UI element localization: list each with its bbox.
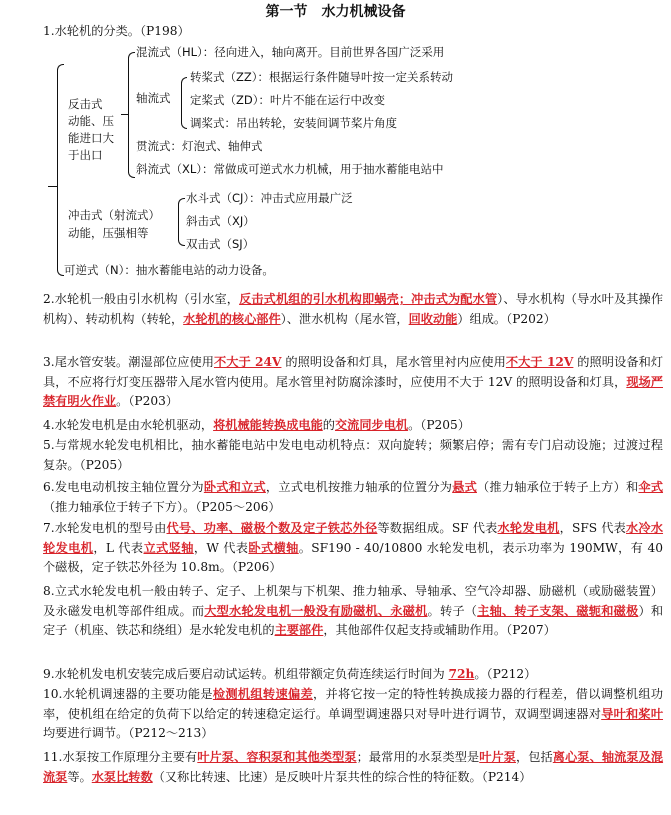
body-text: 的照明设备和灯具，尾水管里衬内应使用 bbox=[281, 355, 506, 369]
highlight-text: 将机械能转换成电能 bbox=[213, 418, 323, 432]
reaction-label: 反击式 动能、压 能进口大 于出口 bbox=[68, 97, 114, 162]
highlight-text: 不大于 24V bbox=[213, 355, 282, 369]
highlight-text: 叶片泵 bbox=[479, 750, 517, 764]
highlight-text: 回收动能 bbox=[408, 311, 458, 326]
highlight-text: 导叶和桨叶 bbox=[601, 706, 664, 721]
highlight-text: 不大于 12V bbox=[505, 355, 574, 369]
impulse-bracket bbox=[178, 198, 185, 246]
reaction-bracket-tick bbox=[121, 114, 128, 115]
body-text: ；最常用的水泵类型是 bbox=[356, 750, 480, 764]
body-text: ，其他部件仅起支持或辅助作用。（P207） bbox=[323, 623, 556, 637]
body-text: 。SF190 - 40/10800 水轮发电机，表示功率为 190MW，有 40 个磁极，定子铁芯外径为 10.8m。（P206） bbox=[43, 540, 664, 574]
highlight-text: 代号、功率、磁极个数及定子铁芯外径 bbox=[166, 521, 378, 535]
body-text: 8.立式水轮发电机一般由转子、定子、上机架与下机架、推力轴承、导轴承、空气冷却器、励磁机（或励磁装置）及永磁发电机等部件组成。而 bbox=[43, 584, 663, 618]
body-text: ，SFS 代表 bbox=[559, 521, 627, 535]
note-item-10 bbox=[43, 685, 663, 744]
highlight-text: 伞式 bbox=[638, 480, 664, 494]
body-text: 。（P212） bbox=[474, 667, 537, 681]
body-text: 4.水轮发电机是由水轮机驱动， bbox=[43, 418, 214, 432]
xj-type: 斜击式（XJ） bbox=[186, 214, 255, 228]
body-text: 10.水轮机调速器的主要功能是 bbox=[43, 687, 213, 701]
highlight-text: 悬式 bbox=[452, 480, 477, 494]
body-text: 11.水泵按工作原理分主要有 bbox=[43, 750, 198, 764]
highlight-text: 交流同步电机 bbox=[334, 418, 409, 432]
zd-type: 定桨式（ZD）：叶片不能在运行中改变 bbox=[190, 93, 385, 107]
gl-type: 贯流式：灯泡式、轴伸式 bbox=[136, 139, 263, 153]
note-item-8 bbox=[43, 582, 663, 641]
body-text: 。（P203） bbox=[116, 394, 179, 408]
note-item-6 bbox=[43, 478, 663, 517]
item-1-heading: 1.水轮机的分类。（P198） bbox=[43, 24, 190, 38]
body-text: 等数据组成。SF 代表 bbox=[377, 521, 498, 535]
impulse-label: 冲击式（射流式） 动能，压强相等 bbox=[68, 208, 160, 240]
body-text: ）组成。（P202） bbox=[457, 311, 556, 326]
body-text: 6.发电电动机按主轴位置分为 bbox=[43, 480, 204, 494]
highlight-text: 72h bbox=[448, 667, 475, 681]
cj-type: 水斗式（CJ）：冲击式应用最广泛 bbox=[186, 191, 353, 205]
highlight-text: 水轮发电机 bbox=[497, 521, 560, 535]
zz-type: 转桨式（ZZ）：根据运行条件随导叶按一定关系转动 bbox=[190, 70, 454, 84]
body-text: ）、泄水机构（尾水管， bbox=[280, 311, 409, 326]
body-text: 等。 bbox=[67, 769, 92, 784]
reaction-bracket bbox=[128, 52, 135, 178]
body-text: ，立式电机按推力轴承的位置分为 bbox=[265, 480, 453, 494]
highlight-text: 检测机组转速偏差 bbox=[212, 687, 313, 701]
note-item-11 bbox=[43, 748, 663, 787]
note-item-2 bbox=[43, 290, 663, 329]
highlight-text: 卧式横轴 bbox=[248, 540, 299, 555]
highlight-text: 水泵比转数 bbox=[91, 769, 153, 784]
body-text: ）、导水机构（导水叶及其操作机构）、转动机构（转轮， bbox=[43, 292, 664, 326]
highlight-text: 主轴、转子支架、磁轭和磁极 bbox=[477, 603, 639, 618]
note-item-5 bbox=[43, 436, 663, 475]
highlight-text: 现场严禁有明火作业 bbox=[43, 374, 663, 408]
xl-type: 斜流式（XL）：常做成可逆式水力机械，用于抽水蓄能电站中 bbox=[136, 162, 444, 176]
axial-label: 轴流式 bbox=[136, 91, 171, 105]
body-text: 的 bbox=[322, 418, 335, 432]
note-item-9 bbox=[43, 665, 663, 685]
body-text: ，W 代表 bbox=[193, 540, 249, 555]
body-text: 的照明设备和灯具，不应将行灯变压器带入尾水管内使用。尾水管里衬防腐涂漆时，应使用不大于 12V 的照明设备和灯具， bbox=[43, 355, 664, 389]
highlight-text: 卧式和立式 bbox=[203, 480, 266, 494]
highlight-text: 大型水轮发电机一般没有励磁机、永磁机 bbox=[204, 603, 428, 618]
body-text: 。转子（ bbox=[427, 603, 478, 618]
body-text: 均要进行调节。（P212～213） bbox=[43, 726, 214, 740]
body-text: 9.水轮机发电机安装完成后要启动试运转。机组带额定负荷连续运行时间为 bbox=[43, 667, 449, 681]
highlight-text: 离心泵、轴流泵及混流泵 bbox=[43, 750, 664, 784]
highlight-text: 水轮机的核心部件 bbox=[183, 311, 281, 326]
main-bracket bbox=[57, 64, 64, 276]
sj-type: 双击式（SJ） bbox=[186, 237, 255, 251]
body-text: （又称比转速、比速）是反映叶片泵共性的综合性的特征数。（P214） bbox=[152, 769, 532, 784]
highlight-text: 主要部件 bbox=[274, 623, 324, 637]
tj-type: 调桨式：吊出转轮，安装间调节桨片角度 bbox=[190, 116, 397, 130]
note-item-4 bbox=[43, 416, 663, 436]
body-text: ，L 代表 bbox=[93, 540, 144, 555]
body-text: ，包括 bbox=[516, 750, 553, 764]
highlight-text: 叶片泵、容积泵和其他类型泵 bbox=[197, 750, 357, 764]
body-text: 3.尾水管安装。潮湿部位应使用 bbox=[43, 355, 214, 369]
reversible-type: 可逆式（N）：抽水蓄能电站的动力设备。 bbox=[64, 263, 274, 277]
turbine-classification-tree bbox=[0, 0, 671, 280]
note-item-7 bbox=[43, 519, 663, 578]
hl-type: 混流式（HL）：径向进入，轴向离开。目前世界各国广泛采用 bbox=[136, 45, 445, 59]
main-bracket-tick bbox=[48, 186, 57, 187]
body-text: （推力轴承位于转子上方）和 bbox=[477, 480, 639, 494]
section-title: 第一节 水力机械设备 bbox=[265, 4, 406, 20]
body-text: 5.与常规水轮发电机相比，抽水蓄能电站中发电电动机特点：双向旋转；频繁启停；需有专门启动设施；过渡过程复杂。（P205） bbox=[43, 438, 663, 472]
body-text: 2.水轮机一般由引水机构（引水室， bbox=[43, 292, 240, 306]
body-text: 7.水轮发电机的型号由 bbox=[43, 521, 167, 535]
body-text: 。（P205） bbox=[408, 418, 471, 432]
highlight-text: 立式竖轴 bbox=[143, 540, 194, 555]
note-item-3 bbox=[43, 353, 663, 412]
body-text: ，并将它按一定的特性转换成接力器的行程差，借以调整机组功率，使机组在给定的负荷下以给定的转速稳定运行。单调型调速器只对导叶进行调节，双调型调速器对 bbox=[43, 687, 664, 721]
axial-bracket bbox=[181, 77, 187, 129]
body-text: （推力轴承位于转子下方）。（P205～206） bbox=[43, 499, 281, 514]
body-text: ）和定子（机座、铁芯和绕组）是水轮发电机的 bbox=[43, 603, 664, 637]
highlight-text: 水冷水轮发电机 bbox=[43, 521, 664, 555]
highlight-text: 反击式机组的引水机构即蜗壳；冲击式为配水管 bbox=[239, 292, 498, 306]
